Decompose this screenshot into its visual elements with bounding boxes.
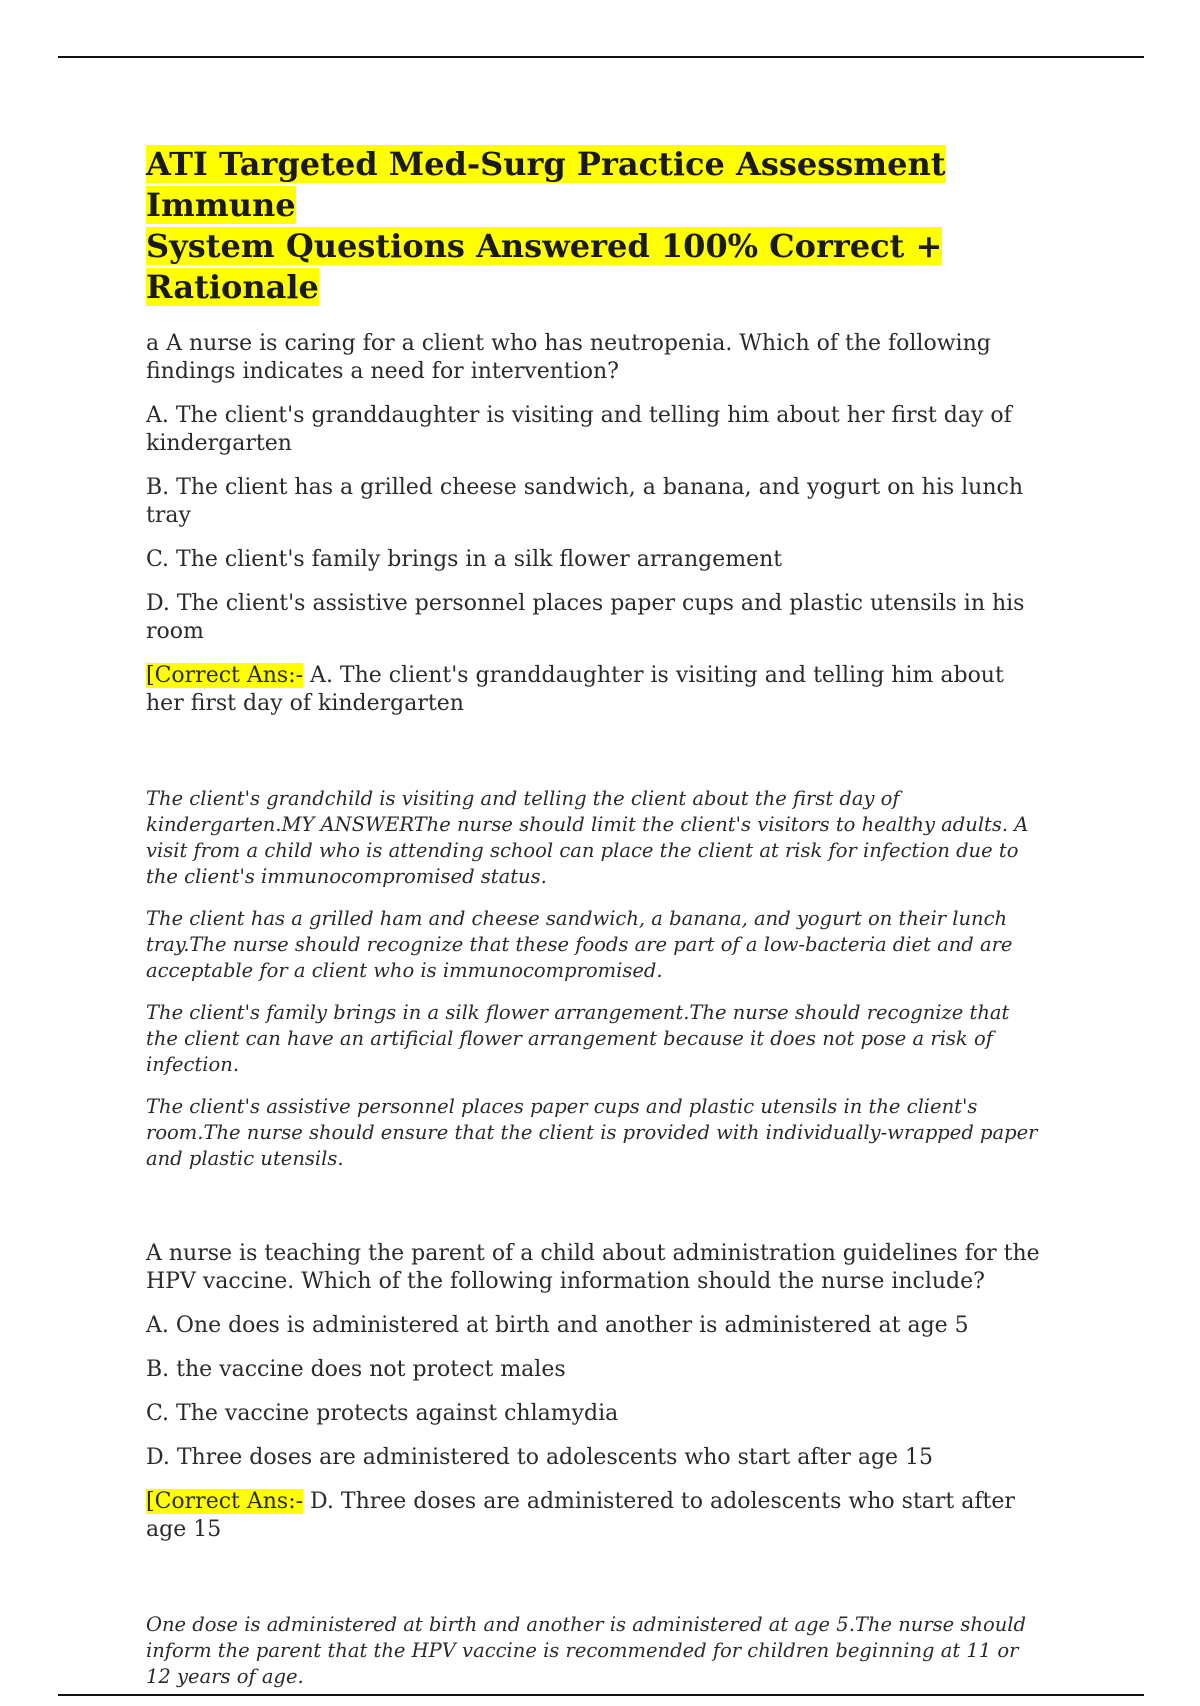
rationale-a: The client's grandchild is visiting and telling the client about the first day of kindergarten.MY ANSWERThe nurse should limit the client's visitors to healthy adults. A visit from a child who is attending school can place the client at risk for infection due to the client's immunocompromised status. <box>146 787 1029 888</box>
correct-answer-text: A. The client's granddaughter is visiting and telling him about her first day of kindergarten <box>146 663 1004 716</box>
document-body <box>146 144 1046 1706</box>
rationale-c: The client's family brings in a silk flower arrangement.The nurse should recognize that the client can have an artificial flower arrangement because it does not pose a risk of infection. <box>146 1001 1010 1076</box>
option-c: C. The client's family brings in a silk flower arrangement <box>146 547 783 572</box>
option-d: D. Three doses are administered to adolescents who start after age 15 <box>146 1445 934 1470</box>
question-1 <box>146 330 1046 1172</box>
question-2 <box>146 1240 1046 1690</box>
top-rule <box>58 56 1144 58</box>
correct-answer-label: [Correct Ans:- <box>146 663 304 688</box>
option-a: A. One does is administered at birth and another is administered at age 5 <box>146 1313 969 1338</box>
correct-answer <box>146 1488 1046 1544</box>
option-b: B. The client has a grilled cheese sandwich, a banana, and yogurt on his lunch tray <box>146 475 1024 528</box>
option-d: D. The client's assistive personnel places paper cups and plastic utensils in his room <box>146 591 1025 644</box>
bottom-rule <box>58 1694 1144 1696</box>
rationale-d: The client's assistive personnel places paper cups and plastic utensils in the client's room.The nurse should ensure that the client is provided with individually-wrapped paper and plastic utensils. <box>146 1095 1038 1170</box>
correct-answer <box>146 662 1046 718</box>
correct-answer-text: D. Three doses are administered to adolescents who start after age 15 <box>146 1489 1015 1542</box>
option-a: A. The client's granddaughter is visiting and telling him about her first day of kindergarten <box>146 403 1012 456</box>
document-title <box>146 144 1046 308</box>
rationale-a: One dose is administered at birth and another is administered at age 5.The nurse should inform the parent that the HPV vaccine is recommended for children beginning at 11 or 12 years of age. <box>146 1613 1026 1688</box>
title-line-1: ATI Targeted Med-Surg Practice Assessment Immune <box>146 145 946 224</box>
title-line-2: System Questions Answered 100% Correct + Rationale <box>146 227 943 306</box>
correct-answer-label: [Correct Ans:- <box>146 1489 304 1514</box>
rationale-b: The client has a grilled ham and cheese sandwich, a banana, and yogurt on their lunch tray.The nurse should recognize that these foods are part of a low-bacteria diet and are acceptable for a client who is immunocompromised. <box>146 907 1013 982</box>
question-stem: A nurse is teaching the parent of a child about administration guidelines for the HPV vaccine. Which of the following information should the nurse include? <box>146 1241 1040 1294</box>
option-b: B. the vaccine does not protect males <box>146 1357 566 1382</box>
option-c: C. The vaccine protects against chlamydia <box>146 1401 619 1426</box>
question-stem: a A nurse is caring for a client who has neutropenia. Which of the following findings indicates a need for intervention? <box>146 331 991 384</box>
